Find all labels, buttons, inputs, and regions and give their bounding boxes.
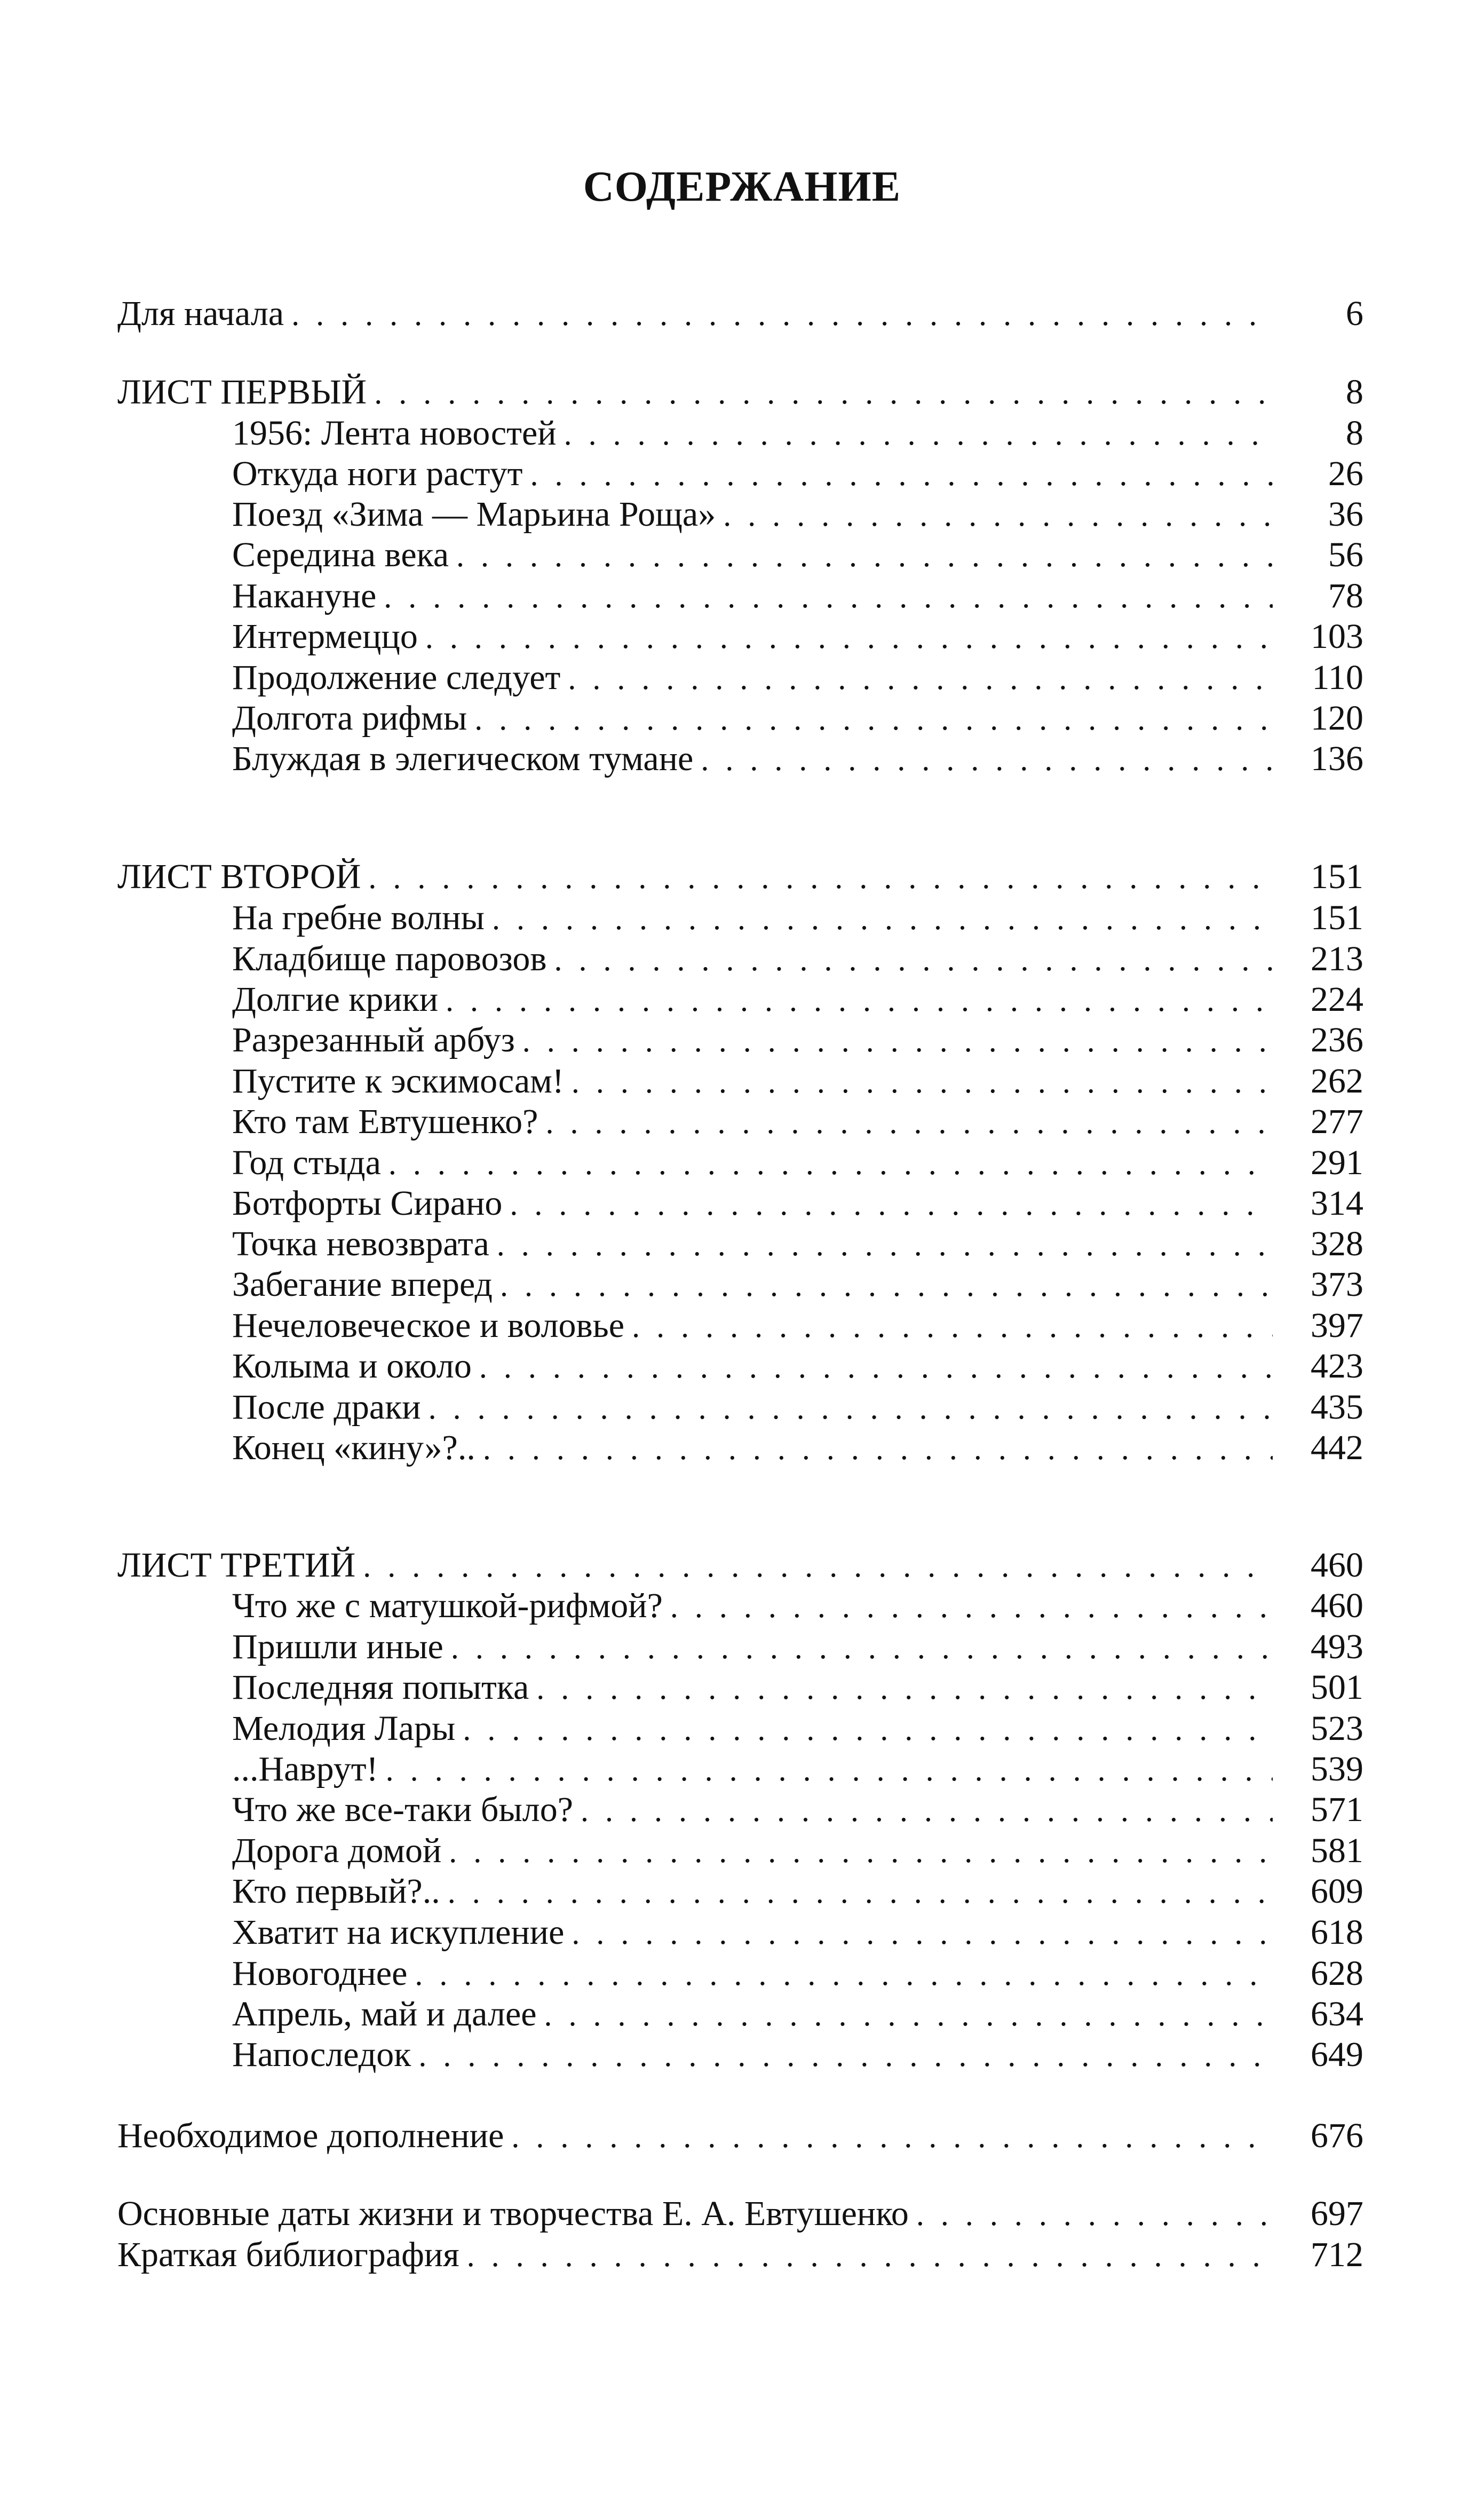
toc-entry [232,1993,1363,2036]
toc-entry-title: ЛИСТ ВТОРОЙ [117,857,361,896]
dot-leader [384,575,1273,618]
toc-entry [232,493,1363,536]
toc-entry [232,1707,1363,1750]
toc-entry-title: Что же с матушкой-рифмой? [232,1586,663,1625]
toc-entry [232,1666,1363,1709]
toc-entry [232,656,1363,699]
toc-entry-title: Кладбище паровозов [232,939,547,978]
toc-entry-page-number: 314 [1311,1184,1363,1223]
toc-entry-page-number: 460 [1311,1546,1363,1585]
toc-entry-page-number: 423 [1311,1347,1363,1386]
dot-leader [446,979,1273,1022]
toc-entry [232,1626,1363,1668]
toc-entry-title: Краткая библиография [117,2235,459,2274]
toc-entry [117,2115,1363,2157]
dot-leader [388,1142,1273,1185]
toc-entry-title: ЛИСТ ПЕРВЫЙ [117,373,367,411]
toc-entry-page-number: 110 [1312,658,1363,697]
toc-entry-title: Дорога домой [232,1831,442,1870]
dot-leader [291,293,1273,336]
toc-entry-title: ЛИСТ ТРЕТИЙ [117,1546,356,1585]
toc-entry-page-number: 501 [1311,1668,1363,1707]
toc-entry-page-number: 581 [1311,1831,1363,1870]
toc-entry [232,938,1363,980]
dot-leader [572,1060,1273,1103]
toc-entry [232,1182,1363,1225]
toc-entry [232,1427,1363,1469]
dot-leader [545,1101,1273,1144]
dot-leader [564,413,1273,455]
toc-entry [232,453,1363,495]
toc-entry-page-number: 277 [1311,1102,1363,1141]
toc-entry-title: Блуждая в элегическом тумане [232,739,694,778]
toc-entry-title: Мелодия Лары [232,1709,456,1748]
toc-entry-page-number: 78 [1328,576,1363,615]
toc-entry-title: Пришли иные [232,1627,443,1666]
toc-entry-page-number: 8 [1346,373,1363,411]
toc-entry-title: Забегание вперед [232,1265,493,1304]
dot-leader [456,534,1273,577]
toc-entry-page-number: 634 [1311,1994,1363,2033]
dot-leader [916,2193,1273,2236]
toc-entry-page-number: 328 [1311,1224,1363,1263]
toc-entry [232,1386,1363,1429]
toc-entry-title: ...Наврут! [232,1750,378,1788]
toc-entry-page-number: 213 [1311,939,1363,978]
toc-entry-page-number: 26 [1328,454,1363,493]
toc-entry [232,1952,1363,1995]
toc-entry-title: Откуда ноги растут [232,454,523,493]
toc-entry-title: Напоследок [232,2035,411,2074]
dot-leader [572,1912,1273,1954]
toc-entry-page-number: 6 [1346,294,1363,333]
toc-entry [117,1544,1363,1587]
toc-entry-page-number: 120 [1311,699,1363,738]
dot-leader [510,1183,1273,1225]
toc-entry-page-number: 539 [1311,1750,1363,1788]
toc-entry-title: Середина века [232,535,449,574]
toc-entry [232,897,1363,939]
toc-entry [232,1263,1363,1306]
dot-leader [511,2115,1273,2158]
toc-entry-title: Пустите к эскимосам! [232,1062,564,1101]
toc-entry [232,1585,1363,1627]
toc-entry-title: Нечеловеческое и воловье [232,1306,625,1345]
toc-entry-title: На гребне волны [232,898,485,937]
dot-leader [632,1305,1273,1348]
dot-leader [497,1223,1273,1266]
toc-entry-page-number: 151 [1311,898,1363,937]
dot-leader [544,1993,1273,2036]
toc-entry-page-number: 523 [1311,1709,1363,1748]
dot-leader [536,1667,1273,1709]
toc-entry-page-number: 628 [1311,1954,1363,1993]
toc-entry-page-number: 36 [1328,495,1363,534]
dot-leader [530,453,1273,496]
toc-entry-page-number: 103 [1311,617,1363,656]
toc-entry-title: Долгие крики [232,980,439,1019]
toc-entry [232,1060,1363,1103]
toc-entry-title: Интермеццо [232,617,418,656]
toc-entry-page-number: 712 [1311,2235,1363,2274]
toc-entry [232,1101,1363,1143]
toc-entry [117,856,1363,898]
dot-leader [479,1345,1273,1388]
toc-entry-page-number: 397 [1311,1306,1363,1345]
dot-leader [474,698,1273,740]
toc-entry [232,697,1363,740]
dot-leader [386,1748,1273,1791]
toc-entry-page-number: 649 [1311,2035,1363,2074]
dot-leader [418,2034,1273,2077]
toc-entry-title: Поезд «Зима — Марьина Роща» [232,495,716,534]
toc-entry-title: После драки [232,1388,421,1427]
toc-entry-title: Продолжение следует [232,658,561,697]
dot-leader [425,616,1273,659]
toc-entry-page-number: 609 [1311,1872,1363,1911]
dot-leader [363,1545,1273,1587]
toc-entry [232,978,1363,1021]
dot-leader [448,1871,1273,1913]
toc-entry [232,1911,1363,1954]
dot-leader [670,1585,1273,1628]
toc-entry-title: Точка невозврата [232,1224,489,1263]
dot-leader [568,657,1273,700]
toc-entry-title: Хватит на искупление [232,1913,565,1952]
toc-entry-title: Что же все-таки было? [232,1790,574,1829]
toc-entry-title: Колыма и около [232,1347,472,1386]
toc-entry [232,1142,1363,1184]
toc-entry-page-number: 676 [1311,2116,1363,2155]
toc-entry [232,1748,1363,1791]
toc-entry-page-number: 435 [1311,1388,1363,1427]
toc-entry-title: Год стыда [232,1143,381,1182]
toc-entry-page-number: 460 [1311,1586,1363,1625]
dot-leader [581,1789,1273,1832]
toc-entry [117,371,1363,414]
toc-entry-title: Кто первый?.. [232,1872,440,1911]
dot-leader [701,738,1273,781]
toc-entry-title: Последняя попытка [232,1668,529,1707]
toc-entry-page-number: 373 [1311,1265,1363,1304]
toc-entry [117,2193,1363,2235]
toc-entry [232,1019,1363,1062]
toc-entry-page-number: 571 [1311,1790,1363,1829]
toc-entry [232,575,1363,618]
dot-leader [500,1264,1273,1307]
toc-entry-page-number: 224 [1311,980,1363,1019]
toc-entry-page-number: 262 [1311,1062,1363,1101]
toc-entry-title: Апрель, май и далее [232,1994,537,2033]
toc-entry [232,1830,1363,1872]
toc-entry-page-number: 493 [1311,1627,1363,1666]
toc-entry [232,2033,1363,2076]
toc-entry [232,1345,1363,1388]
dot-leader [374,371,1273,414]
toc-entry-title: 1956: Лента новостей [232,414,557,453]
toc-entry [232,1223,1363,1265]
dot-leader [368,856,1273,899]
toc-entry [117,292,1363,335]
dot-leader [483,1427,1273,1470]
toc-entry-title: Конец «кину»?.. [232,1428,475,1467]
dot-leader [492,897,1273,940]
dot-leader [463,1708,1273,1751]
toc-entry-page-number: 291 [1311,1143,1363,1182]
toc-entry-title: Накануне [232,576,377,615]
toc-entry [232,615,1363,658]
dot-leader [451,1626,1273,1669]
page-title: СОДЕРЖАНИЕ [583,163,901,210]
toc-entry-title: Необходимое дополнение [117,2116,504,2155]
toc-entry-title: Новогоднее [232,1954,408,1993]
toc-entry-page-number: 236 [1311,1020,1363,1059]
dot-leader [467,2234,1273,2277]
dot-leader [522,1019,1273,1062]
dot-leader [415,1953,1273,1996]
toc-entry-page-number: 697 [1311,2194,1363,2233]
toc-entry [232,1788,1363,1831]
toc-entry [232,738,1363,780]
toc-entry-page-number: 618 [1311,1913,1363,1952]
toc-entry-title: Кто там Евтушенко? [232,1102,538,1141]
toc-entry [232,412,1363,455]
dot-leader [449,1830,1273,1873]
toc-entry-page-number: 56 [1328,535,1363,574]
toc-entry-title: Ботфорты Сирано [232,1184,503,1223]
toc-entry-page-number: 442 [1311,1428,1363,1467]
toc-entry-page-number: 136 [1311,739,1363,778]
toc-entry-page-number: 8 [1346,414,1363,453]
dot-leader [554,938,1273,981]
toc-entry [232,1304,1363,1347]
toc-entry-title: Для начала [117,294,284,333]
toc-entry [232,534,1363,576]
toc-entry-title: Разрезанный арбуз [232,1020,515,1059]
toc-entry [232,1870,1363,1913]
toc-entry-page-number: 151 [1311,857,1363,896]
dot-leader [723,494,1273,536]
toc-entry-title: Долгота рифмы [232,699,467,738]
toc-entry [117,2234,1363,2276]
toc-entry-title: Основные даты жизни и творчества Е. А. Евтушенко [117,2194,909,2233]
dot-leader [428,1387,1273,1429]
